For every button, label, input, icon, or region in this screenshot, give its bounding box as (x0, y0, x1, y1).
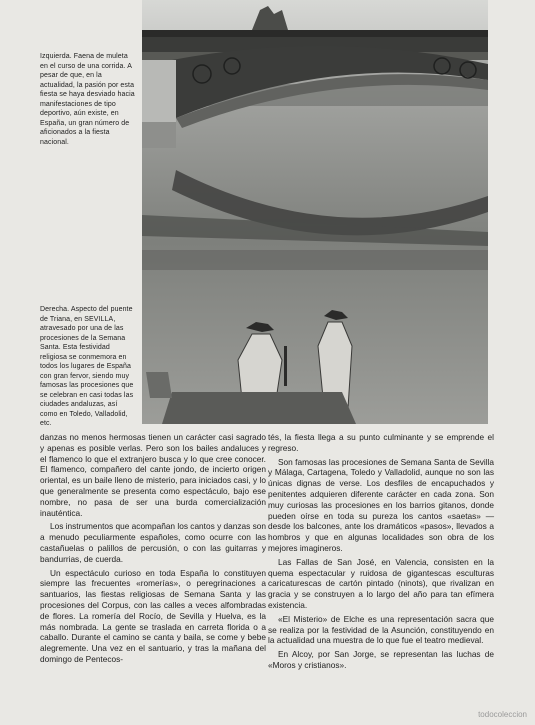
paragraph: «El Misterio» de Elche es una representación sacra que se realiza por la festividad de la Asunción, constituyendo en la actualidad una muestra de lo que fue el teatro medieval. (268, 613, 494, 646)
caption-right: Derecha. Aspecto del puente de Triana, en SEVILLA, atravesado por una de las procesiones de la Semana Santa. Esta festividad religiosa se conmemora en todos los lugares de España con gran fervor, siendo muy famosas las procesiones que se celebran en casi todas las ciudades andaluzas, así como en Toledo, Valladolid, etc. (40, 306, 134, 427)
caption-left: Izquierda. Faena de muleta en el curso de una corrida. A pesar de que, en la actualidad, la pasión por esta fiesta se haya desviado hacia manifestaciones de tipo deportivo, aún existe, en España, un gran número de aficionados a la fiesta nacional. (40, 53, 135, 146)
triana-bridge-illustration (142, 0, 488, 424)
paragraph: Un espectáculo curioso en toda España lo constituyen siempre las frecuentes «romerías», o peregrinaciones a santuarios, las fiestas religiosas de Semana Santa y las procesiones del Corpus, con las calles a veces alfombradas de flores. La romería del Rocío, de Sevilla y Huelva, es la más nombrada. La gente se traslada en carreta florida o a caballo. Durante el camino se canta y baila, se come y bebe alegremente. Una vez en el santuario, y tras la mañana del domingo de Pentecos- (40, 567, 266, 664)
text-column-right (268, 432, 494, 674)
paragraph: En Alcoy, por San Jorge, se representan las luchas de «Moros y cristianos». (268, 649, 494, 670)
paragraph: Son famosas las procesiones de Semana Santa de Sevilla y Málaga, Cartagena, Toledo y Valladolid, aunque no son las únicas dignas de verse. Los desfiles de encapuchados y penitentes adquieren diferente carácter en cada zona. Son muy curiosas las procesiones en los barrios gitanos, donde pueden oírse en toda su pureza los cantos «saetas» — desde los balcones, ante los dramáticos «pasos», llevados a hombros y que en algunas localidades son obra de los mejores imagineros. (268, 456, 494, 553)
paragraph: Los instrumentos que acompañan los cantos y danzas son a menudo peculiarmente españoles, como ocurre con las castañuelas o palillos de percusión, o con las guitarras y bandurrias, de cuerda. (40, 521, 266, 564)
paragraph: tés, la fiesta llega a su punto culminante y se emprende el regreso. (268, 432, 494, 453)
bridge-photo (142, 0, 488, 424)
paragraph: danzas no menos hermosas tienen un carácter casi sagrado y apenas es posible verlas. Pero son los bailes andaluces y el flamenco lo que el extranjero busca y lo que cree conocer. El flamenco, compañero del cante jondo, de incierto origen oriental, es un baile lleno de misterio, para iniciados casi, y lo que generalmente se presenta como espectáculo, bajo ese nombre, no pasa de ser una burda comercialización inauténtica. (40, 432, 266, 518)
text-column-left (40, 432, 266, 668)
watermark: todocoleccion (478, 710, 527, 719)
paragraph: Las Fallas de San José, en Valencia, consisten en la quema espectacular y ruidosa de gigantescas esculturas caricaturescas de cartón pintado (ninots), que rivalizan en gracia y se construyen a lo largo del año para tan efímera existencia. (268, 556, 494, 610)
